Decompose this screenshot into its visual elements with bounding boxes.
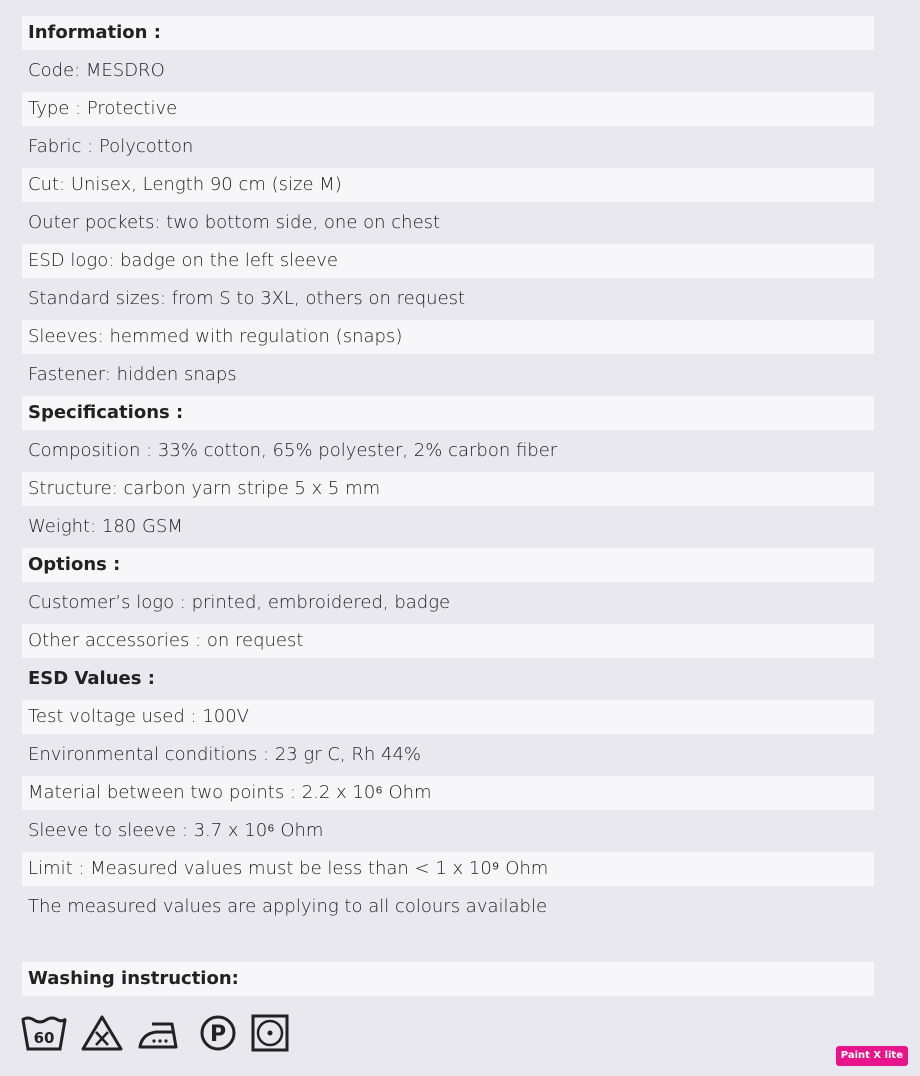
info-row: Cut: Unisex, Length 90 cm (size M): [22, 168, 874, 202]
esd-row: The measured values are applying to all colours available: [22, 890, 874, 924]
section-header-options: Options :: [22, 548, 874, 582]
option-row: Other accessories : on request: [22, 624, 874, 658]
iron-medium-icon: [136, 1014, 186, 1052]
esd-row: Test voltage used : 100V: [22, 700, 874, 734]
info-table: [22, 16, 874, 1000]
info-row: Fastener: hidden snaps: [22, 358, 874, 392]
section-header-information: Information :: [22, 16, 874, 50]
esd-row: Environmental conditions : 23 gr C, Rh 44%: [22, 738, 874, 772]
info-row: Type : Protective: [22, 92, 874, 126]
dry-clean-letter: P: [209, 1022, 227, 1047]
esd-row: Sleeve to sleeve : 3.7 x 10⁶ Ohm: [22, 814, 874, 848]
info-row: Standard sizes: from S to 3XL, others on request: [22, 282, 874, 316]
watermark-badge: Paint X lite: [836, 1046, 908, 1066]
section-header-esd-values: ESD Values :: [22, 662, 874, 696]
esd-row: Material between two points : 2.2 x 10⁶ Ohm: [22, 776, 874, 810]
spec-row: Structure: carbon yarn stripe 5 x 5 mm: [22, 472, 874, 506]
washing-icons: [20, 1012, 290, 1054]
info-row: Outer pockets: two bottom side, one on chest: [22, 206, 874, 240]
section-header-washing: Washing instruction:: [22, 962, 874, 996]
info-row: Fabric : Polycotton: [22, 130, 874, 164]
spec-row: Weight: 180 GSM: [22, 510, 874, 544]
wash-60-icon: [20, 1014, 68, 1052]
dry-clean-p-icon: [198, 1014, 238, 1052]
wash-temp-label: 60: [33, 1029, 55, 1047]
option-row: Customer’s logo : printed, embroidered, badge: [22, 586, 874, 620]
no-chlorine-bleach-icon: [80, 1014, 124, 1052]
tumble-dry-icon: [250, 1014, 290, 1052]
spec-row: Composition : 33% cotton, 65% polyester, 2% carbon fiber: [22, 434, 874, 468]
esd-row: Limit : Measured values must be less than < 1 x 10⁹ Ohm: [22, 852, 874, 886]
info-row: Sleeves: hemmed with regulation (snaps): [22, 320, 874, 354]
section-header-specifications: Specifications :: [22, 396, 874, 430]
info-row: Code: MESDRO: [22, 54, 874, 88]
info-row: ESD logo: badge on the left sleeve: [22, 244, 874, 278]
spacer: [22, 928, 874, 962]
